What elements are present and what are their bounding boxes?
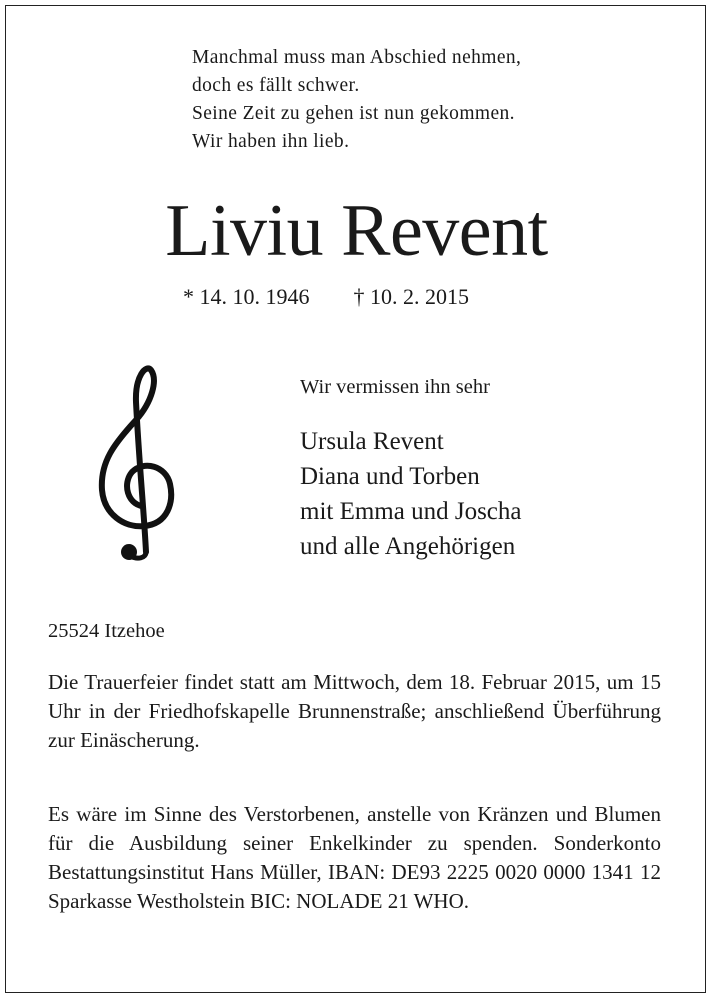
treble-clef-icon (94, 362, 178, 562)
deceased-name: Liviu Revent (165, 190, 548, 272)
poem (192, 44, 521, 156)
death-date: † 10. 2. 2015 (353, 284, 469, 309)
life-dates (183, 282, 469, 312)
mourner-name: Diana und Torben (300, 463, 480, 490)
mourners-intro: Wir vermissen ihn sehr (300, 376, 490, 398)
funeral-paragraph: Die Trauerfeier findet statt am Mittwoch, dem 18. Februar 2015, um 15 Uhr in der Friedhofskapelle Brunnenstraße; anschließend Überführung zur Einäscherung. (48, 670, 661, 752)
mourner-name: und alle Angehörigen (300, 533, 516, 560)
donation-paragraph: Es wäre im Sinne des Verstorbenen, anstelle von Kränzen und Blumen für die Ausbildung seiner Enkelkinder zu spenden. Sonderkonto Bestattungsinstitut Hans Müller, IBAN: DE93 2225 0020 0000 1341 12 Sparkasse Westholstein BIC: NOLADE 21 WHO. (48, 802, 661, 913)
address: 25524 Itzehoe (48, 620, 165, 642)
poem-line: Seine Zeit zu gehen ist nun gekommen. (192, 103, 515, 124)
poem-line: Wir haben ihn lieb. (192, 131, 350, 152)
poem-line: Manchmal muss man Abschied nehmen, (192, 47, 522, 68)
poem-line: doch es fällt schwer. (192, 75, 360, 96)
mourners-list (300, 424, 522, 564)
mourner-name: Ursula Revent (300, 428, 444, 455)
birth-date: * 14. 10. 1946 (183, 284, 310, 309)
mourner-name: mit Emma und Joscha (300, 498, 522, 525)
